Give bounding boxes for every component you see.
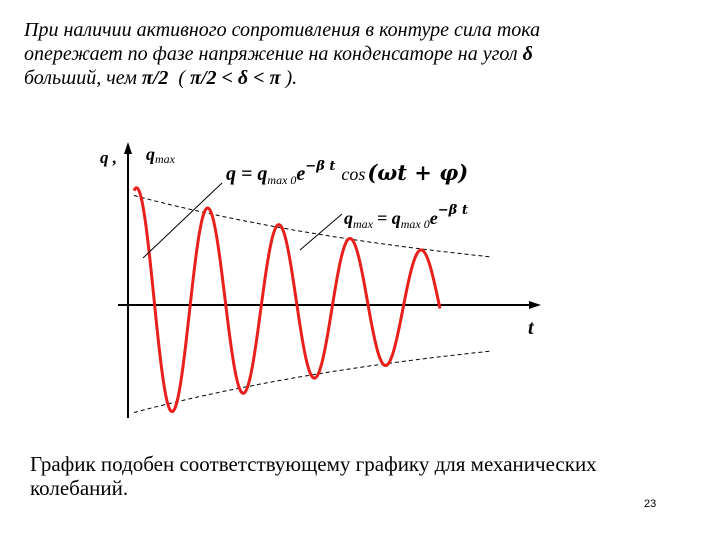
intro-line-2: опережает по фазе напряжение на конденсаторе на угол δ [24,43,533,65]
envelope-lower [134,351,490,412]
y-axis-label: q , [100,148,117,167]
delta-symbol: δ [522,43,533,65]
pi-half: π/2 [141,67,169,89]
y-axis-arrow [124,142,132,154]
caption [30,452,690,500]
intro-line-1: При наличии активного сопротивления в контуре сила тока [24,19,541,41]
intro-line-3: больший, чем π/2 ( π/2 < δ < π ). [24,67,298,89]
t-axis-arrow [529,301,541,309]
inequality: π/2 < δ < π [190,67,281,89]
formula-1: $q = q_{max 0}e^{-\beta t}$ cos(ωt + φ) [226,159,469,187]
page-number: 23 [644,498,657,510]
q-max-label: qmax [146,144,175,166]
formula-2: $q_{max} = q_{max 0}e^{-\beta t}$ [344,203,468,231]
t-axis-label: t [528,317,534,339]
leader-line-1 [143,183,222,258]
caption-line-1: График подобен соответствующему графику для механических [30,452,597,476]
caption-line-2: колебаний. [30,476,129,500]
